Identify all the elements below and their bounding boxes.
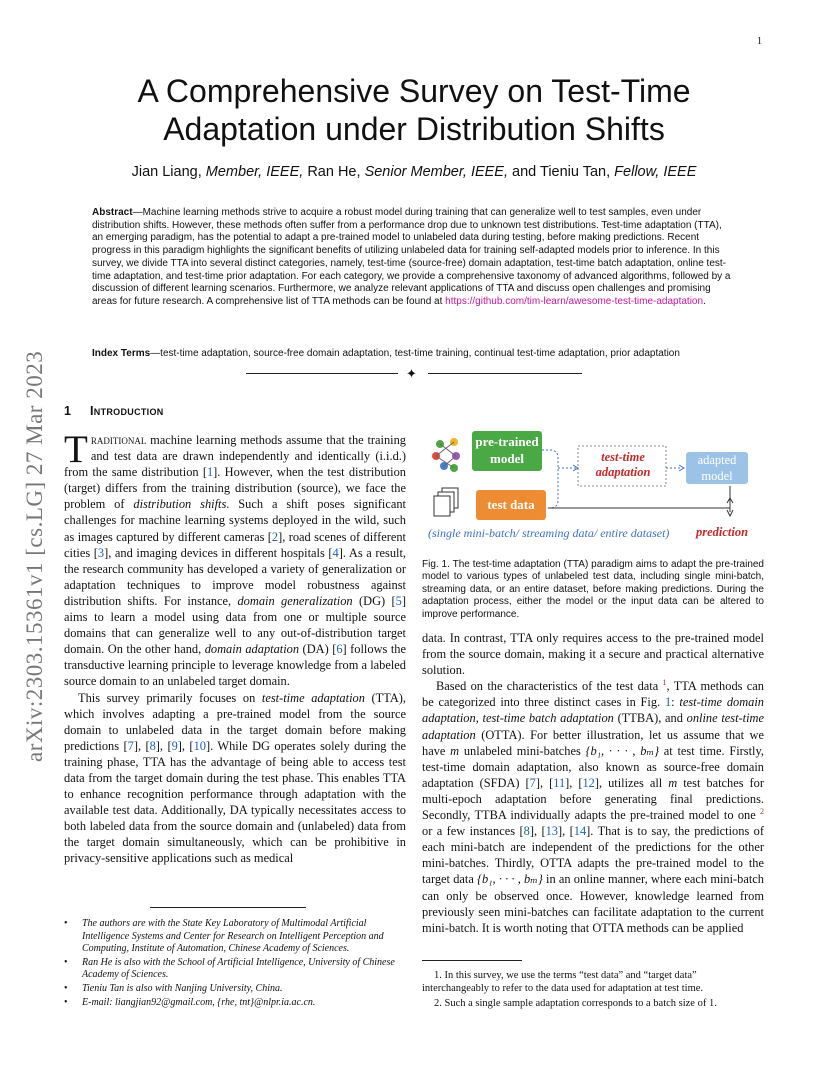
- text-run: Based on the characteristics of the test data: [436, 679, 663, 694]
- author-2-role: Senior Member, IEEE,: [364, 164, 509, 180]
- figure-1-diagram: [426, 428, 771, 544]
- intro-paragraph-1: [64, 428, 406, 690]
- box-label: adapted: [697, 453, 737, 467]
- emphasis: online test-time adaptation: [422, 711, 764, 742]
- footnote-marker[interactable]: 1: [662, 678, 667, 688]
- text-run: (OTTA). For better illustration, let us assume that we have: [422, 727, 764, 758]
- tta-label: [582, 450, 664, 480]
- separator-line-right: [428, 373, 582, 374]
- bullet-icon: •: [64, 982, 68, 994]
- citation-link[interactable]: 3: [97, 545, 105, 560]
- text-run: ]. That is to say, the predictions of each mini-batch are independent of the predictions for the other mini-batches. Thirdly, OTTA adapts the pre-trained model to the target data: [422, 824, 765, 887]
- citation-link[interactable]: 8: [523, 824, 530, 839]
- box-label: model: [701, 469, 733, 483]
- text-run: ], [: [529, 824, 546, 839]
- box-label: model: [490, 451, 524, 466]
- intro-paragraph-2: [64, 690, 406, 867]
- text-run: unlabeled mini-batches: [459, 743, 586, 758]
- citation-link[interactable]: 5: [395, 593, 402, 608]
- text-run: ]. While DG operates solely during the training phase, TTA has the advantage of being able to access test data from the target domain during the test phase. This enables TTA to enhance recognition performance through adaptation with the available test data. Additionally, DA typically necessitates access to both labeled data from the source domain and (unlabeled) data from the target domain simultaneously, which can be prohibitive in privacy-sensitive applications such as medical: [64, 738, 407, 866]
- footnote-rule-left: [150, 907, 306, 908]
- title-line-1: A Comprehensive Survey on Test-Time: [137, 73, 691, 109]
- figure-reference[interactable]: 1: [664, 695, 672, 710]
- author-3: and Tieniu Tan,: [512, 164, 611, 180]
- citation-link[interactable]: 7: [529, 775, 536, 790]
- citation-link[interactable]: 8: [149, 738, 156, 753]
- index-terms-label: Index Terms: [92, 348, 151, 359]
- text-run: (TTBA), and: [613, 711, 687, 726]
- text-run: ], road scenes of different cities [: [64, 529, 406, 560]
- citation-link[interactable]: 14: [573, 824, 587, 839]
- text-run: ], [: [535, 775, 554, 790]
- bullet-icon: •: [64, 996, 68, 1008]
- footnote-2: 2. Such a single sample adaptation corresponds to a batch size of 1.: [434, 998, 717, 1009]
- footnote-text: Tieniu Tan is also with Nanjing University, China.: [82, 982, 283, 994]
- abstract-text: —Machine learning methods strive to acquire a robust model during training that can generalize well to test samples, even under distribution shifts. However, these methods often suffer from a performance drop due to unknown test distributions. Test-time adaptation (TTA), an emerging paradigm, has the potential to adapt a pre-trained model to unlabeled data during testing, before making predictions. Recent progress in this paradigm highlights the significant benefits of utilizing unlabeled data for training self-adapted models prior to inference. In this survey, we divide TTA into several distinct categories, namely, test-time (source-free) domain adaptation, test-time batch adaptation, online test-time adaptation, and test-time prior adaptation. For each category, we provide a comprehensive taxonomy of advanced algorithms, followed by a discussion of different learning scenarios. Furthermore, we analyze relevant applications of TTA and discuss open challenges and promising areas for future research. A comprehensive list of TTA methods can be found at: [92, 207, 731, 307]
- box-label: pre-trained: [475, 434, 539, 449]
- text-run: ], [: [133, 738, 150, 753]
- text-run: ] aims to learn a model using data from one or multiple source domains that can generalize well to any out-of-distribution target domain. On the other hand,: [64, 593, 406, 657]
- author-list: [90, 162, 738, 182]
- figure-caption: Fig. 1. The test-time adaptation (TTA) paradigm aims to adapt the pre-trained model to various types of unlabeled test data, including single mini-batch, streaming data, or an entire dataset, before making predictions. During the adaptation process, either the model or the input data can be altered to improve performance.: [422, 559, 764, 620]
- citation-link[interactable]: 2: [271, 529, 279, 544]
- citation-link[interactable]: 10: [193, 738, 206, 753]
- text-run: ], [: [565, 775, 583, 790]
- footnote-text: Ran He is also with the School of Artificial Intelligence, University of Chinese Academy of Sciences.: [82, 956, 395, 981]
- section-number: 1: [64, 404, 71, 418]
- pretrained-model-box: [472, 431, 542, 471]
- emphasis: test-time domain adaptation: [422, 695, 765, 726]
- text-run: in an online manner, where each mini-batch can only be observed once. However, knowledge learned from previously seen mini-batches can facilitate adaptation to the current mini-batch. It is worth noting that OTTA methods can be applied: [422, 872, 764, 935]
- footnote-rule-right: [422, 960, 522, 961]
- text-run: (TTA), which involves adapting a pre-trained model from the source domain to unlabeled data in the target domain before making predictions [: [64, 690, 406, 753]
- abstract-link[interactable]: https://github.com/tim-learn/awesome-test-time-adaptation: [445, 295, 704, 307]
- right-paragraph-2: [422, 678, 764, 936]
- separator-line-left: [246, 373, 398, 374]
- abstract: [92, 207, 732, 309]
- citation-link[interactable]: 12: [582, 775, 595, 790]
- text-run: ,: [475, 711, 483, 726]
- title-line-2: Adaptation under Distribution Shifts: [163, 111, 665, 147]
- section-title: Introduction: [90, 404, 164, 418]
- text-run: at test time. Firstly, test-time domain adaptation, also known as source-free domain adaptation (SFDA) [: [422, 743, 764, 790]
- text-run: (DG) [: [352, 593, 396, 608]
- footnote-item: [64, 997, 406, 1010]
- right-column: [422, 630, 764, 936]
- section-heading: [64, 404, 164, 418]
- small-caps-word: raditional: [90, 433, 147, 447]
- citation-link[interactable]: 6: [336, 642, 343, 657]
- emphasis: distribution shifts: [133, 497, 227, 512]
- math-var: m: [668, 775, 678, 790]
- index-terms: [92, 347, 732, 360]
- separator-diamond-icon: ✦: [406, 366, 417, 381]
- citation-link[interactable]: 13: [545, 824, 558, 839]
- text-run: ], [: [177, 738, 194, 753]
- right-footnotes: [422, 969, 764, 1010]
- bullet-icon: •: [64, 918, 68, 929]
- footnote-item: [64, 983, 406, 996]
- text-run: or a few instances [: [422, 824, 524, 839]
- index-terms-text: —test-time adaptation, source-free domain adaptation, test-time training, continual test-time adaptation, prior adaptation: [150, 348, 680, 359]
- box-label: test data: [487, 497, 535, 512]
- paper-title: [90, 72, 738, 148]
- text-run: ] follows the transductive learning principle to leverage knowledge from a labeled source domain to an unlabeled target domain.: [64, 642, 406, 689]
- abstract-end: .: [703, 295, 706, 307]
- arxiv-stamp: arXiv:2303.15361v1 [cs.LG] 27 Mar 2023: [22, 350, 47, 762]
- footnote-text: E-mail: liangjian92@gmail.com, {rhe, tnt}@nlpr.ia.ac.cn.: [82, 996, 316, 1008]
- prediction-label: prediction: [696, 525, 749, 539]
- drop-cap: T: [64, 428, 88, 471]
- emphasis: test-time batch adaptation: [482, 711, 614, 726]
- tta-label-line: test-time: [601, 450, 645, 464]
- text-run: ]. However, when the test distribution (target) differs from the training distribution (source), we face the problem of: [64, 465, 406, 512]
- left-column: [64, 428, 407, 867]
- text-run: ], and imaging devices in different hospitals [: [104, 545, 333, 560]
- footnote-text: The authors are with the State Key Laboratory of Multimodal Artificial Intelligence Systems and Center for Research on Intelligent Perception and Computing, Institute of Automation, Chinese Academy of Sciences.: [82, 918, 384, 955]
- math-var: m: [450, 743, 460, 758]
- emphasis: domain generalization: [237, 593, 353, 608]
- footnote-marker[interactable]: 2: [760, 806, 764, 816]
- document-stack-icon: [434, 488, 458, 516]
- citation-link[interactable]: 9: [171, 738, 178, 753]
- right-paragraph-1: data. In contrast, TTA only requires access to the pre-trained model from the source domain, making it a secure and practical alternative solution.: [422, 631, 764, 678]
- bullet-icon: •: [64, 956, 68, 968]
- abstract-label: Abstract: [92, 207, 133, 218]
- citation-link[interactable]: 4: [332, 545, 339, 560]
- citation-link[interactable]: 1: [206, 465, 214, 480]
- text-run: ], utilizes all: [594, 775, 669, 790]
- text-run: . Such a shift poses significant challenges for machine learning systems deployed in the wild, such as images captured by different cameras [: [64, 497, 406, 544]
- text-run: test batches for multi-epoch adaptation before generating final predictions. Secondly, TTBA individually adapts the pre-trained model to one: [422, 775, 764, 823]
- author-2: Ran He,: [307, 164, 361, 180]
- citation-link[interactable]: 11: [553, 775, 566, 790]
- text-run: This survey primarily focuses on: [78, 690, 262, 705]
- text-run: , TTA methods can be categorized into three distinct cases in Fig.: [422, 679, 764, 710]
- figure-subtitle: (single mini-batch/ streaming data/ entire dataset): [428, 526, 670, 540]
- text-run: ], [: [155, 738, 172, 753]
- text-run: ], [: [557, 824, 574, 839]
- author-1: Jian Liang,: [131, 164, 202, 180]
- footnote-item: [64, 957, 406, 982]
- text-run: ]. As a result, the research community has developed a variety of generalization or adaptation techniques to improve model robustness against distribution shifts. For instance,: [64, 545, 406, 608]
- page-number: 1: [757, 36, 762, 47]
- author-3-role: Fellow, IEEE: [614, 164, 697, 180]
- affiliation-footnotes: [64, 918, 406, 1010]
- test-data-box: [476, 490, 546, 520]
- math-set: {b₁, · · · , bₘ}: [585, 743, 660, 758]
- citation-link[interactable]: 7: [127, 738, 134, 753]
- text-run: (DA) [: [299, 642, 337, 657]
- math-set: {b₁, · · · , bₘ}: [477, 872, 543, 887]
- tta-label-line: adaptation: [595, 465, 651, 479]
- emphasis: domain adaptation: [204, 642, 300, 657]
- adapted-model-box: [686, 452, 748, 484]
- footnote-item: [64, 918, 406, 956]
- network-icon: [432, 438, 460, 472]
- text-run: :: [671, 695, 680, 710]
- footnote-1: 1. In this survey, we use the terms “test data” and “target data” interchangeably to refer to the data used for adaptation at test time.: [422, 970, 704, 994]
- author-1-role: Member, IEEE,: [205, 164, 304, 180]
- text-run: machine learning methods assume that the training and test data are drawn independently and identically (i.i.d.) from the same distribution [: [64, 433, 406, 480]
- emphasis: test-time adaptation: [261, 690, 365, 705]
